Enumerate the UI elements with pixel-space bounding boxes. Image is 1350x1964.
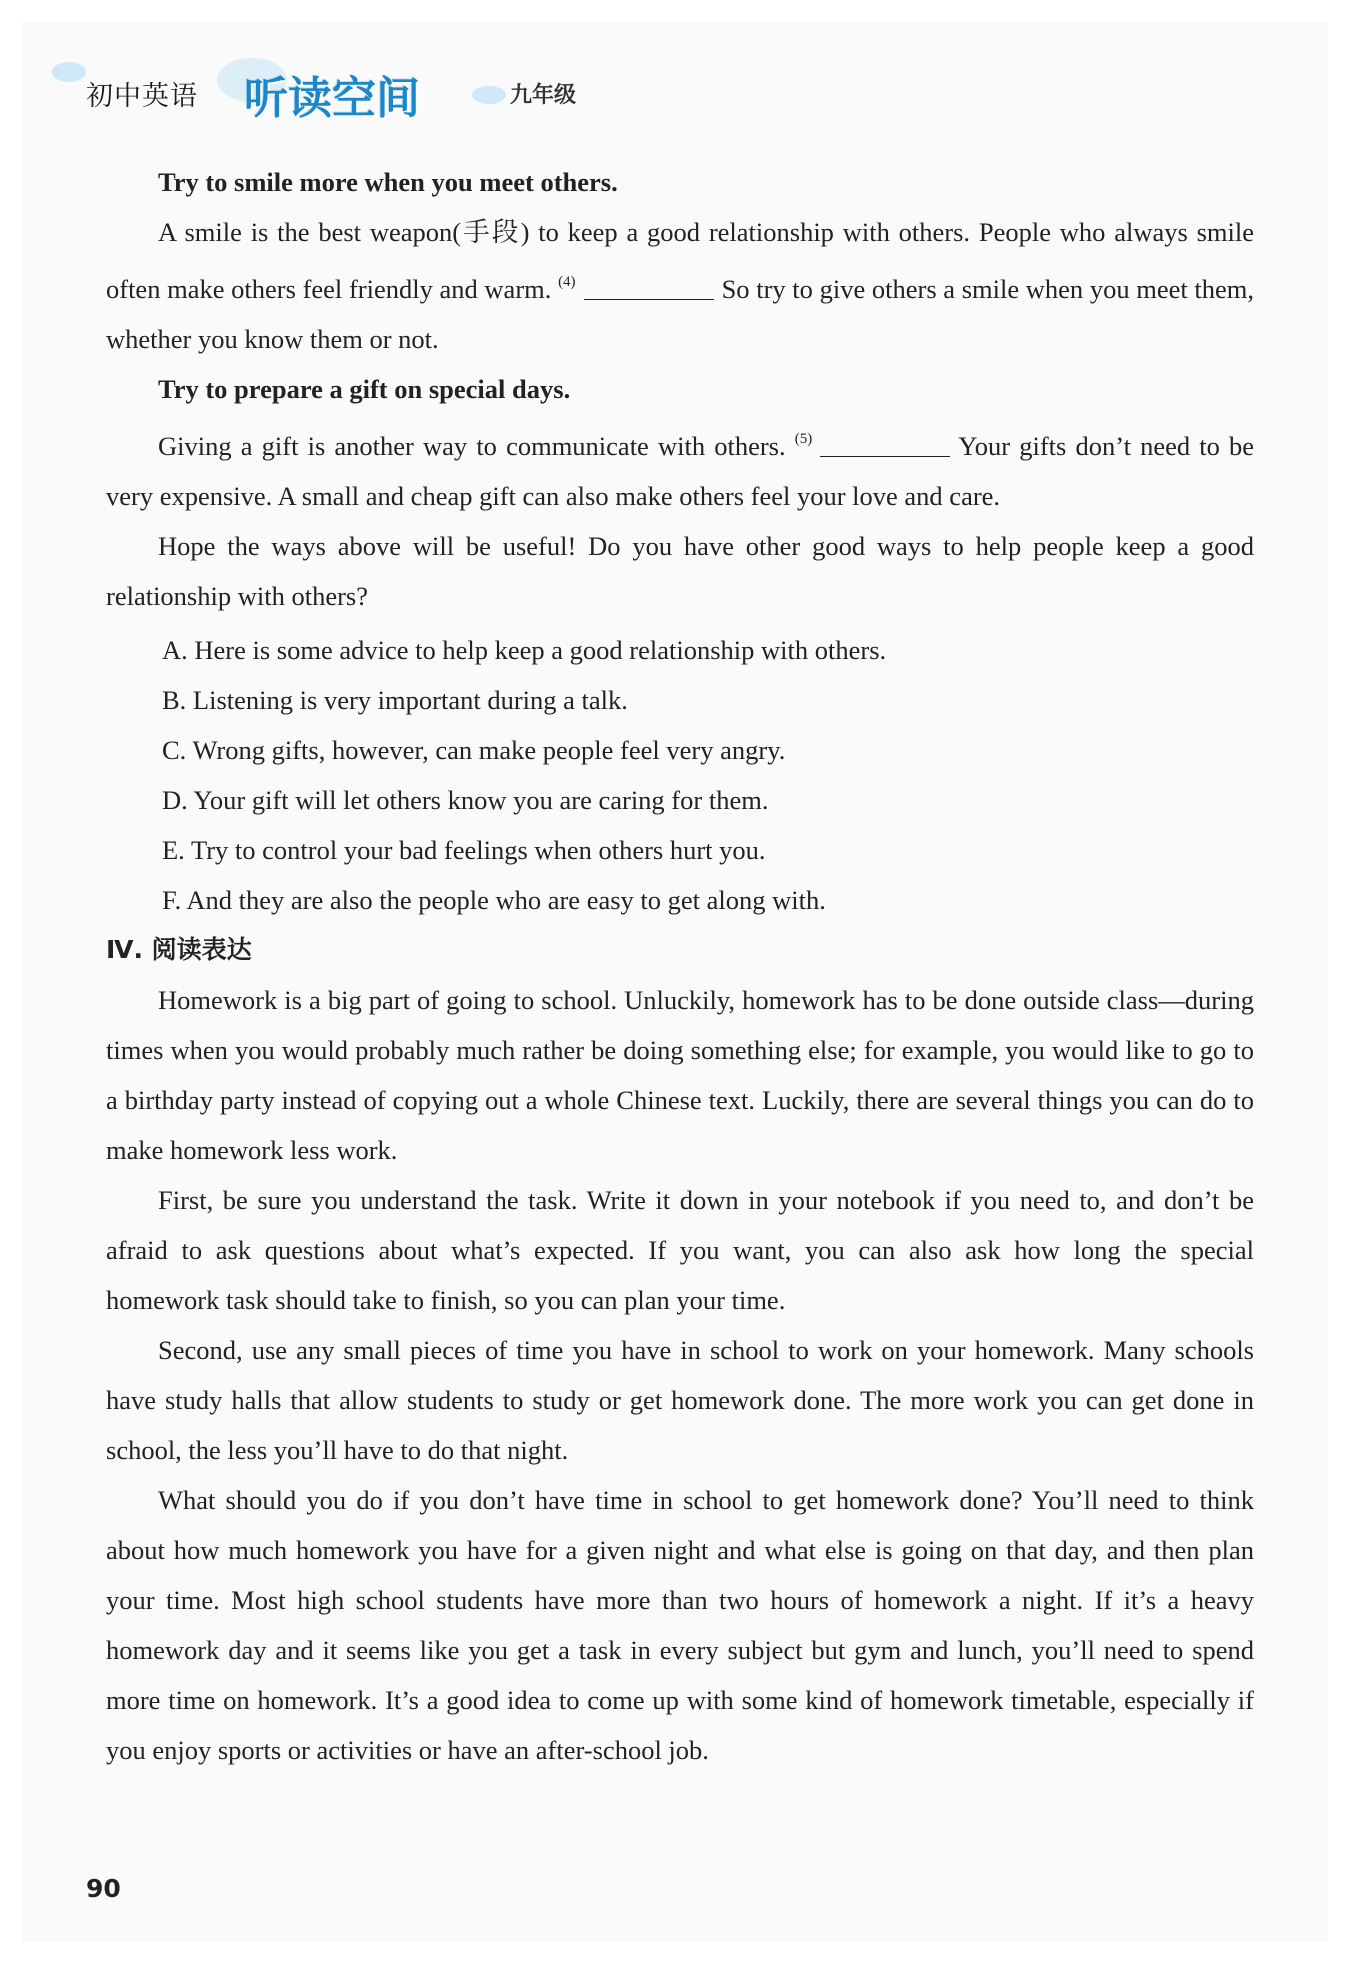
homework-paragraph: Second, use any small pieces of time you have in school to work on your homework. Many schools have study halls that allow students to study or get homework done. The more work you can get done in school, the less you’ll have to do that night. <box>106 1335 1254 1465</box>
blank-5[interactable] <box>820 430 950 457</box>
paragraph-gift <box>106 414 1254 521</box>
grade-label: 九年级 <box>510 83 577 108</box>
book-series-title: 初中英语 <box>86 81 198 112</box>
option-d: D. Your gift will let others know you are caring for them. <box>162 785 769 815</box>
cloud-decoration-icon <box>52 62 86 82</box>
paragraph-smile <box>106 207 1254 364</box>
blank-number-4: (4) <box>558 274 576 290</box>
homework-paragraph: First, be sure you understand the task. Write it down in your notebook if you need to, and don’t be afraid to ask questions about what’s expected. If you want, you can also ask how long the special homework task should take to finish, so you can plan your time. <box>106 1185 1254 1315</box>
answer-options <box>106 625 1254 925</box>
section-title-reading-expression: Ⅳ. 阅读表达 <box>106 935 252 964</box>
option-c: C. Wrong gifts, however, can make people feel very angry. <box>162 735 786 765</box>
book-header <box>52 58 612 148</box>
option-a: A. Here is some advice to help keep a good relationship with others. <box>162 635 887 665</box>
paragraph-gift-text-b: Your gifts don’t need to be very expensive. A small and cheap gift can also make others feel your love and care. <box>106 431 1255 511</box>
homework-paragraph: Homework is a big part of going to school. Unluckily, homework has to be done outside class—during times when you would probably much rather be doing something else; for example, you would like to go to a birthday party instead of copying out a whole Chinese text. Luckily, there are several things you can do to make homework less work. <box>106 985 1254 1165</box>
blank-number-5: (5) <box>794 431 813 447</box>
page <box>22 22 1328 1942</box>
homework-paragraph: What should you do if you don’t have time in school to get homework done? You’ll need to think about how much homework you have for a given night and what else is going on that day, and then plan your time. Most high school students have more than two hours of homework a night. If it’s a heavy homework day and it seems like you get a task in every subject but gym and lunch, you’ll need to spend more time on homework. It’s a good idea to come up with some kind of homework timetable, especially if you enjoy sports or activities or have an after-school job. <box>106 1485 1254 1765</box>
option-e: E. Try to control your bad feelings when others hurt you. <box>162 835 766 865</box>
paragraph-smile-text-a: A smile is the best weapon(手段) to keep a good relationship with others. People who always smile often make others feel friendly and warm. <box>106 217 1254 304</box>
option-b: B. Listening is very important during a talk. <box>162 685 628 715</box>
paragraph-smile-text-b: So try to give others a smile when you meet them, whether you know them or not. <box>106 274 1255 354</box>
paragraph-hope: Hope the ways above will be useful! Do you have other good ways to help people keep a good relationship with others? <box>106 531 1254 611</box>
blank-4[interactable] <box>584 273 714 300</box>
paragraph-gift-text-a: Giving a gift is another way to communicate with others. <box>158 431 786 461</box>
page-content <box>106 157 1254 1775</box>
heading-gift: Try to prepare a gift on special days. <box>158 374 571 404</box>
heading-smile: Try to smile more when you meet others. <box>158 167 618 197</box>
page-number: 90 <box>86 1874 121 1903</box>
book-brand-title: 听读空间 <box>244 73 420 124</box>
cloud-decoration-icon <box>472 86 506 104</box>
option-f: F. And they are also the people who are easy to get along with. <box>162 885 826 915</box>
